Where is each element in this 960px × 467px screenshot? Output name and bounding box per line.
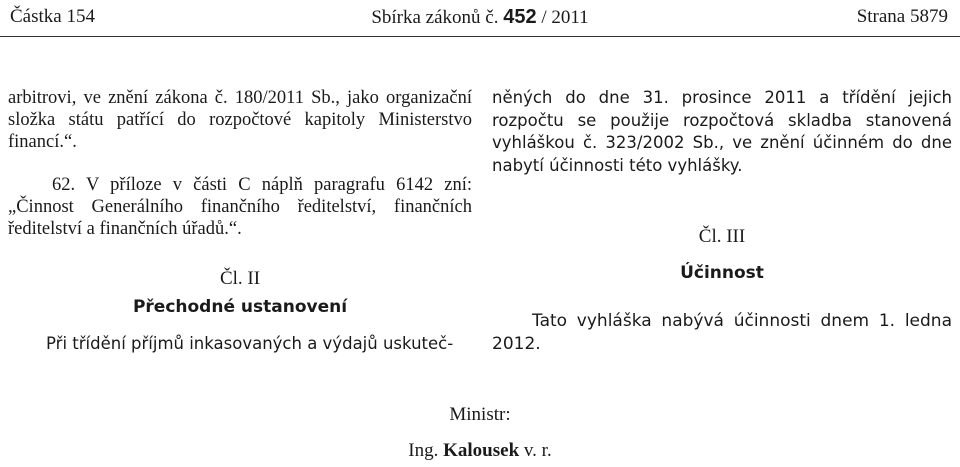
page-header (0, 0, 960, 36)
collection-title (0, 6, 960, 29)
left-para-1: arbitrovi, ve znění zákona č. 180/2011 Sb., jako organizační složka státu patřící do rozpočtové kapitoly Ministerstvo financí.“. (8, 88, 472, 152)
signature-role: Ministr: (449, 404, 511, 425)
issue-number: Částka 154 (10, 6, 95, 27)
article-ii-title: Přechodné ustanovení (132, 297, 348, 317)
law-number: 452 (503, 6, 537, 28)
left-para-2: 62. V příloze v části C náplň paragrafu 6142 zní: „Činnost Generálního finančního ředitelství, finančních ředitelství a finančních úřadů.“. (8, 175, 472, 239)
article-iii-number: Čl. III (698, 226, 746, 247)
signature-name (0, 440, 960, 462)
header-rule (0, 36, 960, 37)
collection-name: Sbírka zákonů č. (371, 7, 504, 28)
signature-name-suffix: v. r. (519, 440, 552, 461)
right-column (492, 87, 952, 177)
right-para-1: něných do dne 31. prosince 2011 a třídění jejich rozpočtu se použije rozpočtová skladba stanovená vyhláškou č. 323/2002 Sb., ve znění účinném do dne nabytí účinnosti této vyhlášky. (492, 88, 952, 175)
article-iii-title: Účinnost (680, 263, 764, 283)
article-ii-number: Čl. II (219, 268, 261, 289)
signature-name-prefix: Ing. (408, 440, 444, 461)
collection-year: / 2011 (536, 7, 589, 28)
left-column (8, 87, 472, 240)
signature-surname: Kalousek (443, 440, 520, 461)
left-para-3-wrap (8, 333, 472, 356)
right-para-2: Tato vyhláška nabývá účinnosti dnem 1. ledna 2012. (492, 311, 952, 354)
right-para-2-wrap (492, 310, 952, 356)
page-number: Strana 5879 (856, 6, 948, 27)
left-para-3: Při třídění příjmů inkasovaných a výdajů uskuteč- (46, 334, 454, 353)
